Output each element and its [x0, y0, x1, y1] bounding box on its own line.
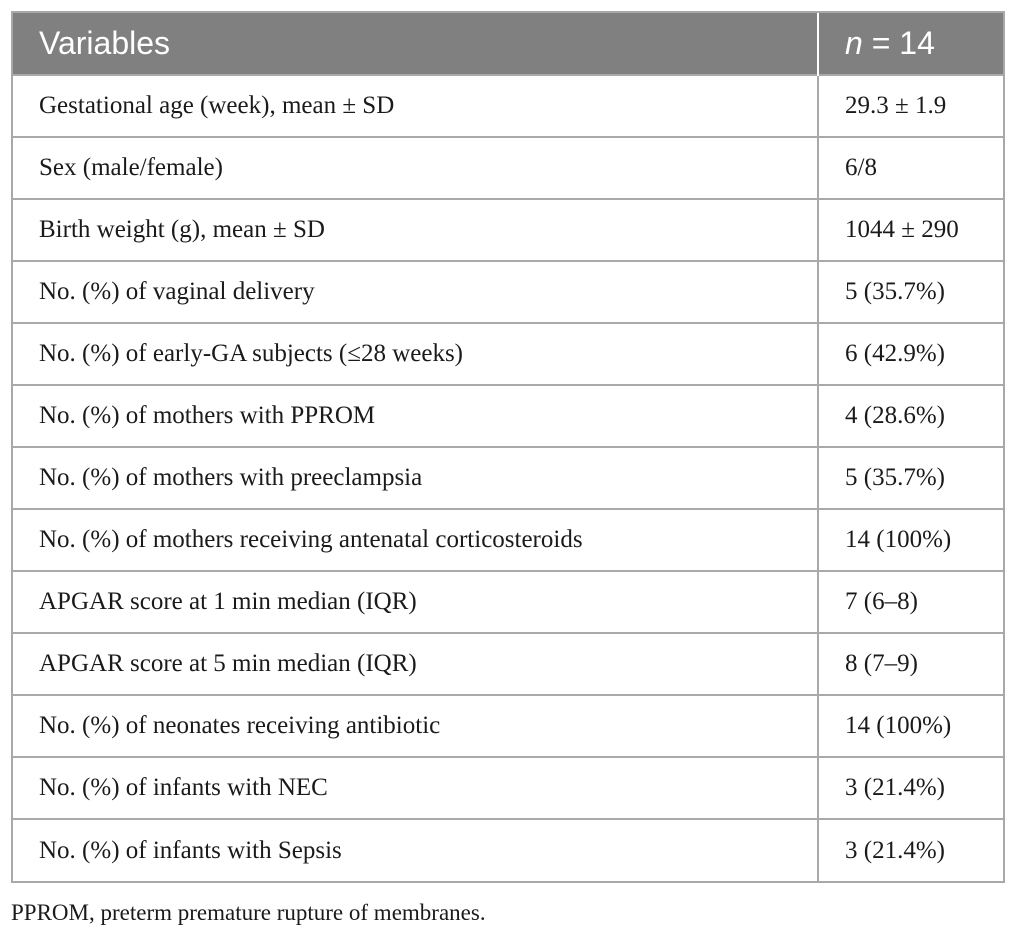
row-value: 14 (100%) — [818, 695, 1003, 757]
header-n-symbol: n — [845, 25, 863, 61]
row-value: 4 (28.6%) — [818, 385, 1003, 447]
table-row — [13, 509, 1003, 571]
table-footnote: PPROM, preterm premature rupture of membranes. — [11, 900, 486, 925]
row-value: 29.3 ± 1.9 — [818, 75, 1003, 137]
row-variable: Gestational age (week), mean ± SD — [13, 75, 818, 137]
row-variable: APGAR score at 5 min median (IQR) — [13, 633, 818, 695]
row-value: 5 (35.7%) — [818, 447, 1003, 509]
characteristics-table — [13, 13, 1003, 881]
row-variable: No. (%) of mothers with preeclampsia — [13, 447, 818, 509]
row-value: 1044 ± 290 — [818, 199, 1003, 261]
row-variable: APGAR score at 1 min median (IQR) — [13, 571, 818, 633]
header-n-value: = 14 — [862, 25, 935, 61]
row-value: 8 (7–9) — [818, 633, 1003, 695]
table-row — [13, 447, 1003, 509]
row-value: 3 (21.4%) — [818, 757, 1003, 819]
table-body — [13, 75, 1003, 881]
row-variable: No. (%) of infants with Sepsis — [13, 819, 818, 881]
row-value: 3 (21.4%) — [818, 819, 1003, 881]
table-row — [13, 199, 1003, 261]
row-variable: No. (%) of mothers receiving antenatal corticosteroids — [13, 509, 818, 571]
row-variable: No. (%) of infants with NEC — [13, 757, 818, 819]
row-variable: Birth weight (g), mean ± SD — [13, 199, 818, 261]
row-variable: No. (%) of mothers with PPROM — [13, 385, 818, 447]
table-row — [13, 261, 1003, 323]
row-variable: Sex (male/female) — [13, 137, 818, 199]
row-variable: No. (%) of early-GA subjects (≤28 weeks) — [13, 323, 818, 385]
row-value: 14 (100%) — [818, 509, 1003, 571]
table-row — [13, 323, 1003, 385]
table-row — [13, 633, 1003, 695]
table-row — [13, 385, 1003, 447]
table-row — [13, 695, 1003, 757]
row-value: 6 (42.9%) — [818, 323, 1003, 385]
table-header-row — [13, 13, 1003, 75]
row-value: 5 (35.7%) — [818, 261, 1003, 323]
header-sample-size — [818, 13, 1003, 75]
table-row — [13, 571, 1003, 633]
characteristics-table-container — [11, 11, 1005, 883]
row-value: 7 (6–8) — [818, 571, 1003, 633]
header-variables: Variables — [13, 13, 818, 75]
row-variable: No. (%) of neonates receiving antibiotic — [13, 695, 818, 757]
row-variable: No. (%) of vaginal delivery — [13, 261, 818, 323]
row-value: 6/8 — [818, 137, 1003, 199]
table-row — [13, 137, 1003, 199]
table-row — [13, 819, 1003, 881]
table-row — [13, 75, 1003, 137]
table-row — [13, 757, 1003, 819]
